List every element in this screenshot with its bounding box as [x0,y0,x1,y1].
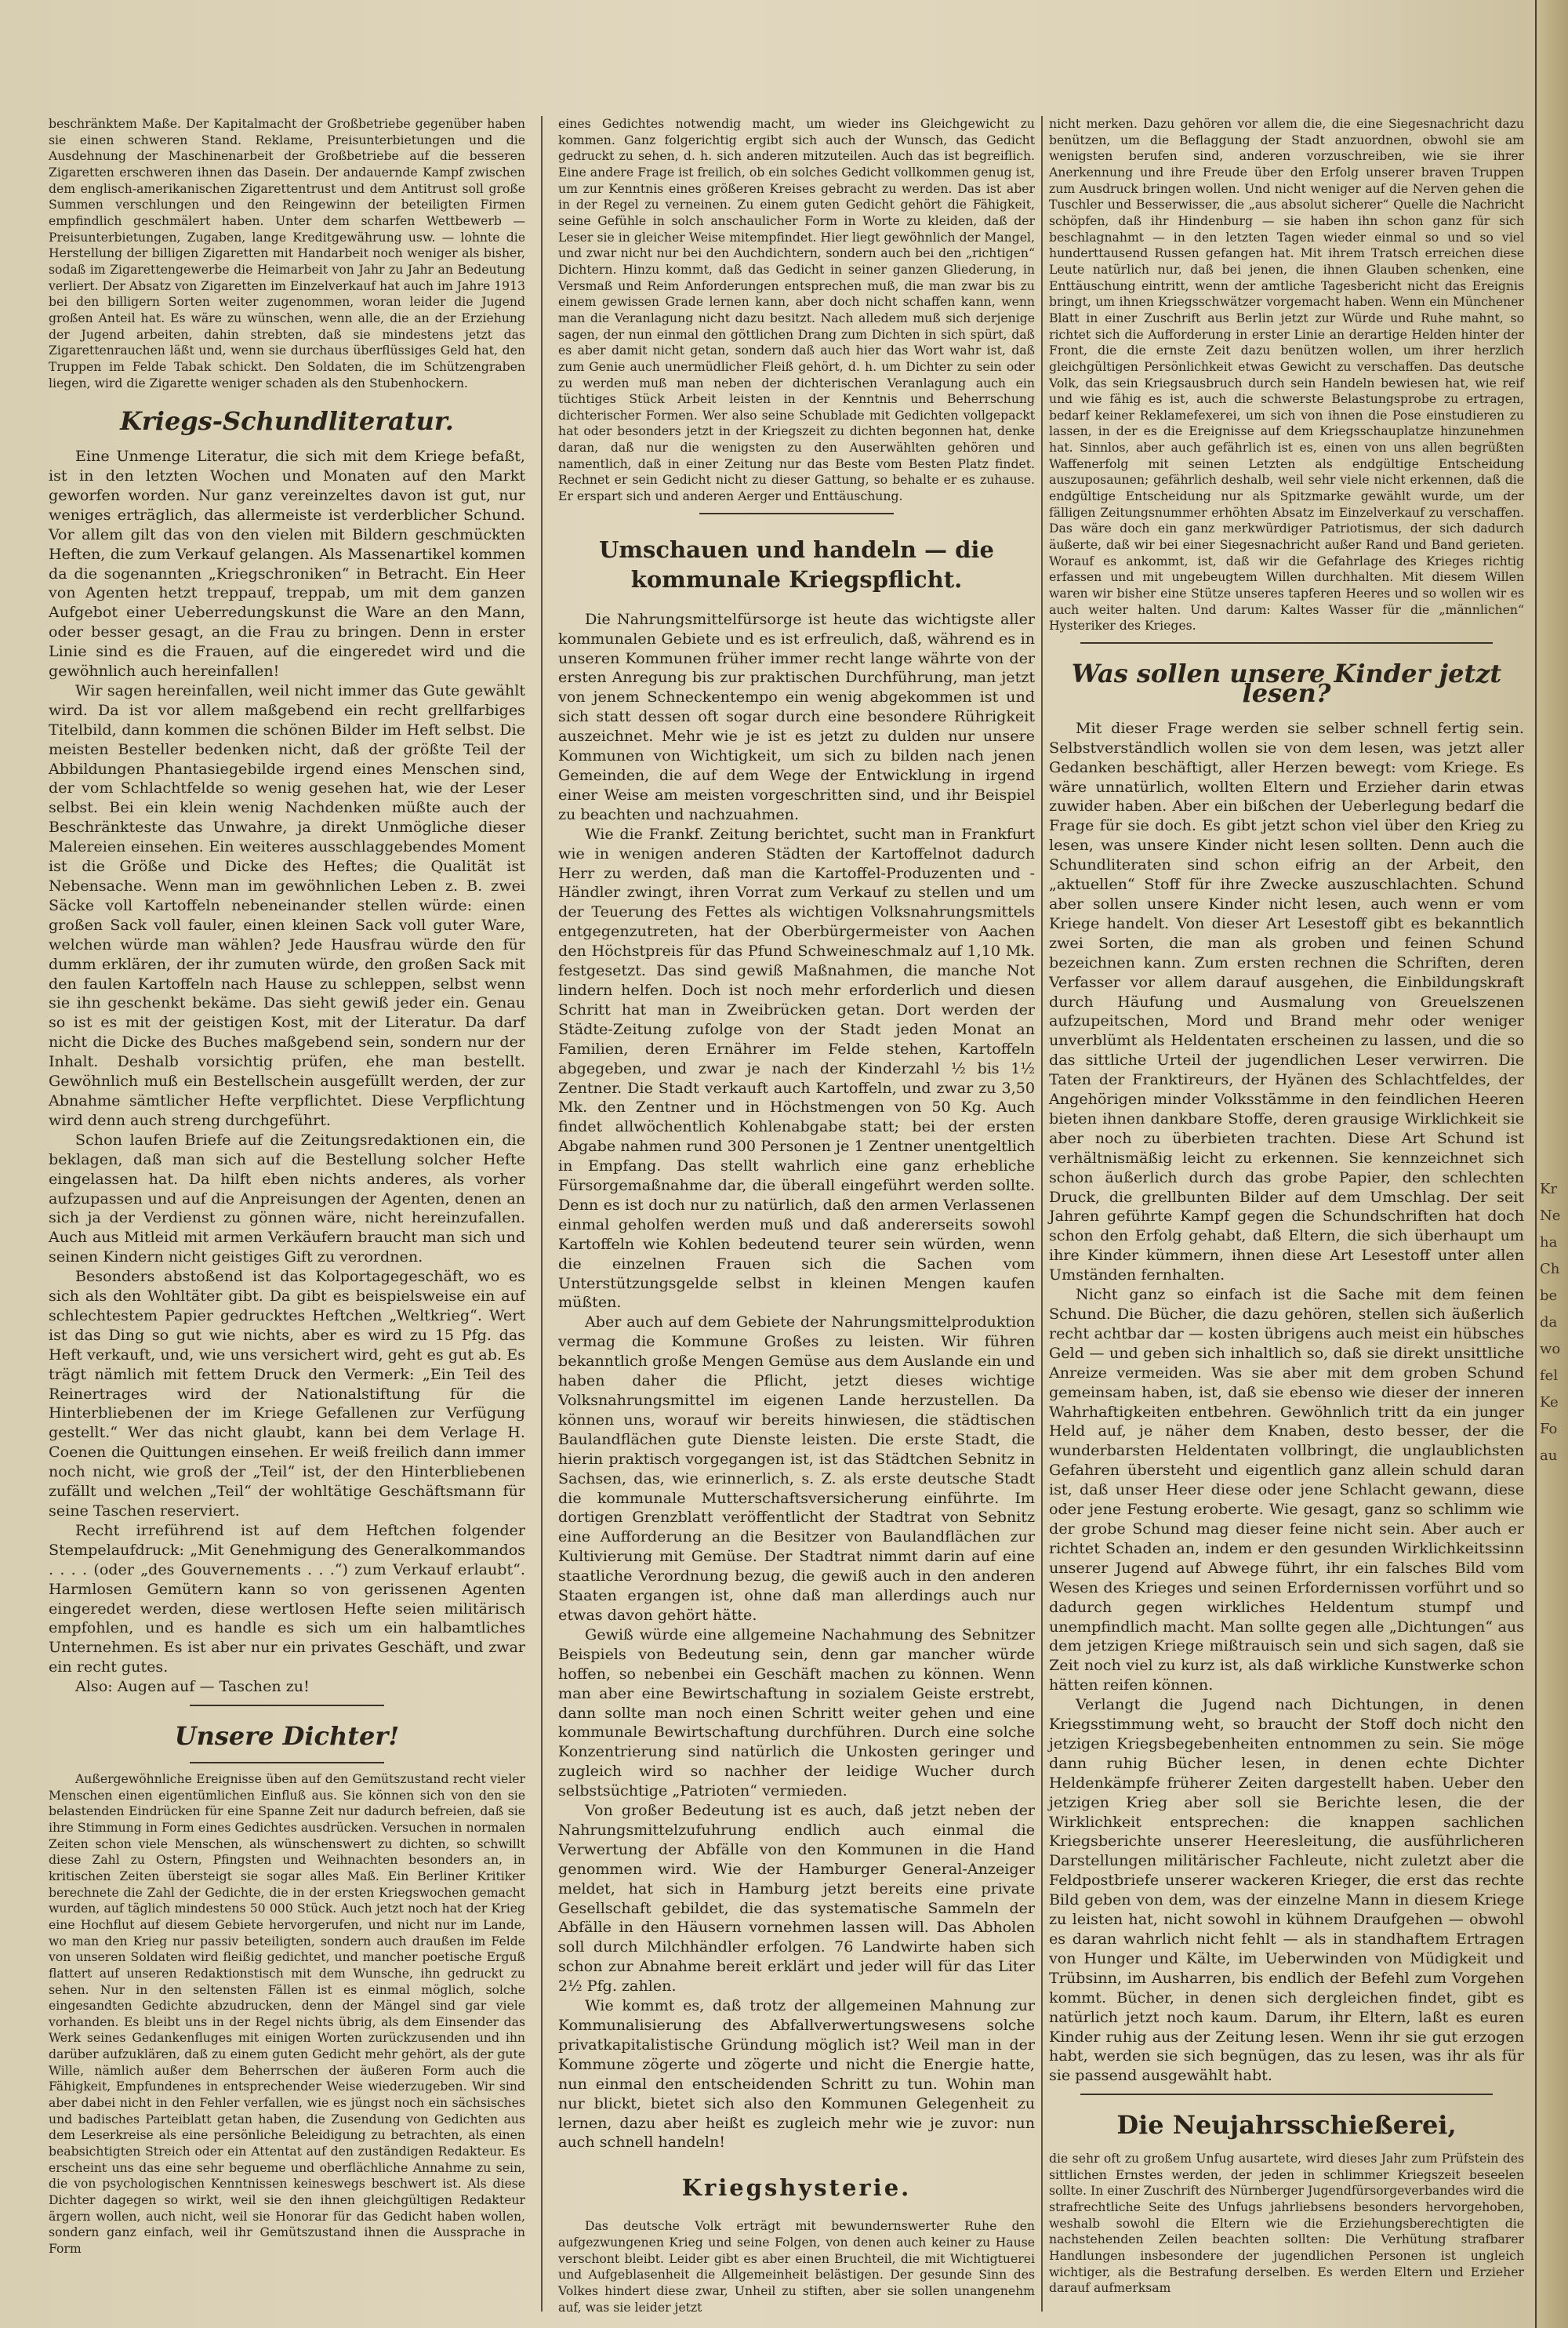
paragraph: Eine Unmenge Literatur, die sich mit dem Kriege befaßt, ist in den letzten Wochen und Monaten auf den Markt geworfen worden. Nur ganz vereinzeltes davon ist gut, nur weniges erträglich, das allermeiste ist verderblicher Schund. Vor allem gilt das von den vielen mit Bildern geschmückten Heften, die zum Verkauf gelangen. Als Massenartikel kommen da die sogenannten „Kriegschroniken“ in Betracht. Ein Heer von Agenten hetzt treppauf, treppab, um mit dem ganzen Aufgebot einer Ueberredungskunst die Ware an den Mann, oder besser gesagt, an die Frau zu bringen. Denn in erster Linie sind es die Frauen, auf die eingeredet wird und die gewöhnlich auch hereinfallen! [49,447,525,681]
headline-unsere-dichter: Unsere Dichter! [174,1721,400,1752]
paragraph: Wie kommt es, daß trotz der allgemeinen Mahnung zur Kommunalisierung des Abfallverwertungswesens solche privatkapitalistische Gründung möglich ist? Weil man in der Kommune zögerte und zögerte und nicht die Energie hatte, nun einmal den entscheidenden Schritt zu tun. Wohin man nur blickt, bietet sich also den Kommunen Gelegenheit zu lernen, dazu aber heißt es zugleich mehr wie je zuvor: nun auch schnell handeln! [558,1996,1035,2152]
edge-fragment: Kr [1540,1181,1558,1197]
headline-kriegs-schundliteratur: Kriegs-Schundliteratur. [120,406,454,437]
edge-fragment: Ne [1540,1208,1561,1224]
headline-kriegshysterie: Kriegshysterie. [681,2174,912,2202]
separator-rule [1080,642,1493,644]
column-3 [1049,116,1524,2297]
edge-fragment: Fo [1540,1421,1558,1437]
paragraph: Schon laufen Briefe auf die Zeitungsredaktionen ein, die beklagen, daß man sich auf die Bestellung solcher Hefte eingelassen hat. Da hilft eben nichts anderes, als vorher aufzupassen und auf die Anpreisungen der Agenten, denen an sich ja der Verdienst zu gönnen wäre, nicht hereinzufallen. Auch aus Mitleid mit armen Verkäufern braucht man sich und seinen Kindern nicht geistiges Gift zu verordnen. [49,1130,525,1266]
edge-fragment: ha [1540,1234,1558,1251]
article-continuation-dichter: eines Gedichtes notwendig macht, um wieder ins Gleichgewicht zu kommen. Ganz folgerichtig ergibt sich auch der Wunsch, das Gedicht gedruckt zu sehen, d. h. sich anderen mitzuteilen. Auch das ist begreiflich. Eine andere Frage ist freilich, ob ein solches Gedicht vollkommen genug ist, um zur Kenntnis eines größeren Kreises gebracht zu werden. Das ist aber in der Regel zu verneinen. Zu einem guten Gedicht gehört die Fähigkeit, seine Gefühle in solch anschaulicher Form in Worte zu kleiden, daß der Leser sie in gleicher Weise mitempfindet. Hier liegt gewöhnlich der Mangel, und zwar nicht nur bei den Auchdichtern, sondern auch bei den „richtigen“ Dichtern. Hinzu kommt, daß das Gedicht in seiner ganzen Gliederung, in Versmaß und Reim Anforderungen entsprechen muß, die man zwar bis zu einem gewissen Grade lernen kann, aber doch nicht schaffen kann, wenn man die Veranlagung nicht dazu besitzt. Nach alledem muß sich derjenige sagen, der nun einmal den göttlichen Drang zum Dichten in sich spürt, daß es aber damit nicht getan, sondern daß auch hier das Wort wahr ist, daß zum Genie auch unermüdlicher Fleiß gehört, d. h. um Dichter zu sein oder zu werden muß man neben der dichterischen Veranlagung auch ein tüchtiges Stück Arbeit leisten in der Kenntnis und Beherrschung dichterischer Formen. Wer also seine Schublade mit Gedichten vollgepackt hat oder besonders jetzt in der Kriegszeit zu dichten begonnen hat, denke daran, daß nur die wenigsten zu den Auserwählten gehören und namentlich, daß in einer Zeitung nur das Beste vom Besten Platz findet. Rechnet er sein Gedicht nicht zu dieser Gattung, so behalte er es zuhause. Er erspart sich und anderen Aerger und Enttäuschung. [558,116,1035,504]
headline-kinder-lesen: Was sollen unsere Kinder jetzt lesen? [1071,659,1502,708]
edge-fragment: be [1540,1287,1558,1304]
paragraph: Außergewöhnliche Ereignisse üben auf den Gemütszustand recht vieler Menschen einen eigentümlichen Einfluß aus. Sie können sich von den sie belastenden Eindrücken für eine Spanne Zeit nur dadurch befreien, daß sie ihre Stimmung in Form eines Gedichtes ausdrücken. Versuchen in normalen Zeiten schon viele Menschen, als wünschenswert zu dichten, so schwillt diese Zahl zu Ostern, Pfingsten und Weihnachten besonders an, in kritischen Zeiten übersteigt sie sogar alles Maß. Ein Berliner Kritiker berechnete die Zahl der Gedichte, die in der ersten Kriegswochen gemacht wurden, auf täglich mindestens 50 000 Stück. Auch jetzt noch hat der Krieg eine Hochflut auf diesem Gebiete hervorgerufen, und nicht nur im Lande, wo man den Krieg nur passiv beteiligten, sondern auch draußen im Felde von unseren Soldaten wird fleißig gedichtet, und mancher poetische Erguß flattert auf unseren Redaktionstisch mit dem Wunsche, ihn gedruckt zu sehen. Nur in den seltensten Fällen ist es einmal möglich, solche eingesandten Gedichte abzudrucken, denn der Mängel sind gar viele vorhanden. Es bleibt uns in der Regel nichts übrig, als dem Einsender das Werk seines Gedankenfluges mit einigen Worten zurückzusenden und ihn darüber aufzuklären, daß zu einem guten Gedicht mehr gehört, als der gute Wille, nämlich außer dem Beherrschen der äußeren Form auch die Fähigkeit, Empfundenes in entsprechender Weise wiederzugeben. Wir sind aber dabei nicht in den Fehler verfallen, wie es jüngst noch ein sächsisches und badisches Parteiblatt getan haben, die Zusendung von Gedichten aus dem Leserkreise als eine persönliche Beleidigung zu betrachten, als einen beabsichtigten Streich oder ein Attentat auf den zuständigen Redakteur. Es erscheint uns das eine sehr begueme und oberflächliche Annahme zu sein, die von psychologischen Kenntnissen keineswegs beschwert ist. Als diese Dichter dagegen so wirkt, weil sie den ihnen gleichgültigen Redakteur ärgern wollen, auch nicht, weil sie Honorar für das Gedicht haben wollen, sondern ganz einfach, weil ihr Gemütszustand ihnen die Aussprache in Form [49,1771,525,2256]
closing-line: Also: Augen auf — Taschen zu! [75,1677,310,1696]
edge-fragment: au [1540,1447,1558,1464]
edge-fragment: wo [1540,1341,1561,1357]
column-1 [49,116,525,2257]
paragraph: Gewiß würde eine allgemeine Nachahmung des Sebnitzer Beispiels von Bedeutung sein, denn gar mancher würde hoffen, so nebenbei ein Geschäft machen zu können. Wenn man aber eine Bewirtschaftung in sozialem Geiste erstrebt, dann sollte man noch einen Schritt weiter gehen und eine kommunale Bewirtschaftung durchführen. Durch eine solche Konzentrierung sind natürlich die Unkosten geringer und zugleich wird so nachher der leidige Wucher durch selbstsüchtige „Patrioten“ vermieden. [558,1625,1035,1800]
adjacent-page-edge [1535,0,1568,2328]
paragraph: Das deutsche Volk erträgt mit bewundernswerter Ruhe den aufgezwungenen Krieg und seine Folgen, von denen auch keiner zu Hause verschont bleibt. Leider gibt es aber einen Bruchteil, die mit Wichtigtuerei und Aufgeblasenheit die Allgemeinheit belästigen. Der gesunde Sinn des Volkes hindert diese zwar, Unheil zu stiften, aber sie sollen unangenehm auf, was sie leider jetzt [558,2218,1035,2315]
paragraph: Verlangt die Jugend nach Dichtungen, in denen Kriegsstimmung weht, so braucht der Stoff doch nicht den jetzigen Kriegsbegebenheiten entnommen zu sein. Sie möge dann ruhig Bücher lesen, in denen echte Dichter Heldenkämpfe früherer Zeiten dargestellt haben. Ueber den jetzigen Krieg aber soll sie Berichte lesen, die der Wirklichkeit entsprechen: die knappen sachlichen Kriegsberichte unserer Heeresleitung, die ausführlicheren Darstellungen militärischer Fachleute, nicht zuletzt aber die Feldpostbriefe unserer wackeren Krieger, die erst das rechte Bild geben von dem, was der einzelne Mann in diesem Kriege zu leisten hat, nicht sowohl in kühnem Draufgehen — obwohl es daran wahrlich nicht fehlt — als in standhaftem Ertragen von Hunger und Kälte, im Ueberwinden von Müdigkeit und Trübsinn, im Ausharren, bis endlich der Befehl zum Vorgehen kommt. Bücher, in denen sich dergleichen findet, gibt es natürlich jetzt noch kaum. Darum, ihr Eltern, laßt es euren Kinder ruhig aus der Zeitung lesen. Wenn ihr sie gut erzogen habt, werden sie sich begnügen, das zu lesen, was ihr als für sie passend ausgewählt habt. [1049,1695,1524,2085]
column-divider-1 [541,116,543,2312]
separator-rule [190,1705,384,1706]
paragraph: Besonders abstoßend ist das Kolportagegeschäft, wo es sich als den Wohltäter gibt. Da gibt es beispielsweise ein auf schlechtestem Papier gedrucktes Heftchen „Weltkrieg“. Wert ist das Ding so gut wie nichts, aber es wird zu 15 Pfg. das Heft verkauft, und, wie uns versichert wird, geht es gut ab. Es trägt nämlich mit fettem Druck den Vermerk: „Ein Teil des Reinertrages wird der Nationalstiftung für die Hinterbliebenen der im Kriege Gefallenen zur Verfügung gestellt.“ Wer das nicht glaubt, kann bei dem Verlage H. Coenen die Quittungen einsehen. Er weiß freilich dann immer noch nicht, wie groß der „Teil“ ist, der den Hinterbliebenen zufällt und welchen „Teil“ der wohltätige Geschäftsmann für seine Taschen reserviert. [49,1267,525,1520]
paragraph: Die Nahrungsmittelfürsorge ist heute das wichtigste aller kommunalen Gebiete und es ist erfreulich, daß, während es in unseren Kommunen früher immer recht lange währte von der ersten Anregung bis zur praktischen Durchführung, man jetzt von jenem Schneckentempo ein wenig abgekommen ist und sich statt dessen oft sogar durch eine besondere Rührigkeit auszeichnet. Mehr wie je ist es jetzt zu dulden nur unsere Kommunen von Wichtigkeit, um sich zu bilden nach jenen Gemeinden, die auf dem Wege der Entwicklung in irgend einer Weise am meisten vorgeschritten sind, und ihr Beispiel zu beachten und nachzuahmen. [558,609,1035,823]
paragraph: Nicht ganz so einfach ist die Sache mit dem feinen Schund. Die Bücher, die dazu gehören, stellen sich äußerlich recht achtbar dar — kosten übrigens auch meist ein hübsches Geld — und geben sich inhaltlich so, daß sie direkt unsittliche Anreize vermeiden. Was sie aber mit dem groben Schund gemeinsam haben, ist, daß sie ebenso wie dieser der inneren Wahrhaftigkeiten entbehren. Gewöhnlich tritt da ein junger Held auf, je näher dem Knaben, desto besser, der die wunderbarsten Heldentaten vollbringt, die unglaublichsten Gefahren übersteht und eigentlich ganz allein schuld daran ist, daß unser Heer diese oder jene Schlacht gewann, diese oder jene Festung eroberte. Wie gesagt, ganz so schlimm wie der grobe Schund mag dieser feine nicht sein. Aber auch er richtet Schaden an, indem er den gesunden Wirklichkeitssinn unserer Jugend auf Abwege führt, ihr ein falsches Bild vom Wesen des Krieges und seinen Erfordernissen vorführt und so dadurch gegen wirkliches Heldentum stumpf und unempfindlich macht. Man sollte gegen alle „Dichtungen“ aus dem jetzigen Kriege mißtrauisch sein und sich sagen, daß sie Zeit noch viel zu kurz ist, als daß wirkliche Kunstwerke schon hätten reifen können. [1049,1285,1524,1694]
paragraph: Von großer Bedeutung ist es auch, daß jetzt neben der Nahrungsmittelzufuhrung endlich auch einmal die Verwertung der Abfälle von den Kommunen in die Hand genommen wird. Wie der Hamburger General-Anzeiger meldet, hat sich in Hamburg jetzt bereits eine private Gesellschaft gebildet, die das systematische Sammeln der Abfälle in den Häusern vornehmen lassen will. Das Abholen soll durch Milchhändler erfolgen. 76 Landwirte haben sich schon zur Abnahme bereit erklärt und jeder will für das Liter 2½ Pfg. zahlen. [558,1801,1035,1996]
article-tail-cigarettes: beschränktem Maße. Der Kapitalmacht der Großbetriebe gegenüber haben sie einen schweren Stand. Reklame, Preisunterbietungen und die Ausdehnung der Maschinenarbeit der Großbetriebe auf die besseren Zigaretten erschweren ihnen das Dasein. Der andauernde Kampf zwischen dem englisch-amerikanischen Zigarettentrust und dem Antitrust soll große Summen verschlungen und den Reingewinn der beteiligten Firmen empfindlich geschmälert haben. Unter dem scharfen Wettbewerb — Preisunterbietungen, Zugaben, lange Kreditgewährung usw. — lohnte die Herstellung der billigen Zigaretten mit Handarbeit noch weniger als bisher, sodaß im Zigarettengewerbe die Heimarbeit von Jahr zu Jahr an Bedeutung verliert. Der Absatz von Zigaretten im Einzelverkauf hat auch im Jahre 1913 bei den billigern Sorten weiter zugenommen, woran leider die Jugend großen Anteil hat. Es wäre zu wünschen, wenn alle, die an der Erziehung der Jugend arbeiten, dahin strebten, daß sie mindestens jetzt das Zigarettenrauchen läßt und, wenn sie durchaus überflüssiges Geld hat, den Truppen im Felde Tabak schickt. Den Soldaten, die im Schützengraben liegen, wird die Zigarette weniger schaden als den Stubenhockern. [49,116,525,390]
edge-fragment: Ch [1540,1261,1560,1277]
paragraph: Wir sagen hereinfallen, weil nicht immer das Gute gewählt wird. Da ist vor allem maßgebend ein recht grellfarbiges Titelbild, dann kommen die schönen Bilder im Heft selbst. Die meisten Besteller bedenken nicht, daß der größte Teil der Abbildungen Phantasiegebilde irgend eines Menschen sind, der vom Schlachtfelde so wenig gesehen hat, wie der Leser selbst. Bei ein klein wenig Nachdenken müßte auch der Beschränkteste das Unwahre, ja direkt Unmögliche dieser Malereien einsehen. Ein weiteres ausschlaggebendes Moment ist die Größe und Dicke des Heftes; die Qualität ist Nebensache. Wenn man im gewöhnlichen Leben z. B. zwei Säcke voll Kartoffeln nebeneinander stellen würde: einen großen Sack voll fauler, einen kleinen Sack voll guter Ware, welchen würde man wählen? Jede Hausfrau würde den für dumm erklären, der ihr zumuten würde, den großen Sack mit den faulen Kartoffeln nach Hause zu schleppen, selbst wenn sie ihn geschenkt bekäme. Das sieht gewiß jeder ein. Genau so ist es mit der geistigen Kost, mit der Literatur. Da darf nicht die Dicke des Buches maßgebend sein, sondern nur der Inhalt. Deshalb vorsichtig prüfen, ehe man bestellt. Gewöhnlich muß ein Bestellschein ausgefüllt werden, der zur Abnahme sämtlicher Hefte verpflichtet. Diese Verpflichtung wird denn auch streng durchgeführt. [49,681,525,1129]
separator-rule [190,1762,384,1763]
headline-neujahrsschiesserei: Die Neujahrsschießerei, [1116,2110,1457,2141]
edge-fragment: da [1540,1314,1558,1331]
separator-rule [699,513,894,514]
column-2 [558,116,1035,2315]
paragraph: Recht irreführend ist auf dem Heftchen folgender Stempelaufdruck: „Mit Genehmigung des Generalkommandos . . . . (oder „des Gouvernements . . .“) zum Verkauf erlaubt“. Harmlosen Gemütern kann so von gerissenen Agenten eingeredet werden, diese wertlosen Hefte seien militärisch empfohlen, und es handle es sich um ein halbamtliches Unternehmen. Es ist aber nur ein privates Geschäft, und zwar ein recht gutes. [49,1520,525,1676]
adjacent-page-fragments [1540,1176,1566,1469]
separator-rule [1080,2094,1493,2095]
paragraph: Mit dieser Frage werden sie selber schnell fertig sein. Selbstverständlich wollen sie von dem lesen, was jetzt aller Gedanken beschäftigt, aller Herzen bewegt: vom Kriege. Es wäre unnatürlich, wollten Eltern und Erzieher darin etwas zuwider haben. Aber ein bißchen der Ueberlegung bedarf die Frage für sie doch. Es gibt jetzt schon viel über den Krieg zu lesen, was unsere Kinder nicht lesen sollten. Denn auch die Schundliteraten sind schon eifrig an der Arbeit, den „aktuellen“ Stoff für ihre Zwecke auszuschlachten. Schund aber sollen unsere Kinder nicht lesen, auch wenn er vom Kriege handelt. Von dieser Art Lesestoff gibt es bekanntlich zwei Sorten, die man als groben und feinen Schund bezeichnen kann. Zum ersten rechnen die Schriften, deren Verfasser vor allem darauf ausgehen, die Einbildungskraft durch Häufung und Ausmalung von Greuelszenen aufzupeitschen, Mord und Brand mehr oder weniger unverblümt als Heldentaten erscheinen zu lassen, und die so das sittliche Urteil der jugendlichen Leser verwirren. Die Taten der Franktireurs, der Hyänen des Schlachtfeldes, der Angehörigen minder Volksstämme in den feindlichen Heeren bieten ihnen dankbare Stoffe, deren grausige Wirklichkeit sie aber noch zu überbieten trachten. Diese Art Schund ist verhältnismäßig leicht zu erkennen. Sie kennzeichnet sich schon äußerlich durch das grobe Papier, den schlechten Druck, die grellbunten Bilder auf dem Umschlag. Der seit Jahren geführte Kampf gegen die Schundschriften hat doch schon den Erfolg gehabt, daß Eltern, die sich überhaupt um ihre Kinder kümmern, ihnen diese Art Lesestoff unter allen Umständen fernhalten. [1049,718,1524,1284]
column-divider-2 [1041,116,1043,2312]
paragraph: die sehr oft zu großem Unfug ausartete, wird dieses Jahr zum Prüfstein des sittlichen Ernstes werden, der jeden in schlimmer Kriegszeit beseelen sollte. In einer Zuschrift des Nürnberger Jugendfürsorgeverbandes wird die strafrechtliche Seite des Unfugs jahrliebsens besonders hervorgehoben, weshalb sowohl die Eltern wie die Erziehungsberechtigten die nachstehenden Zeilen beachten sollten: Die Verhütung strafbarer Handlungen insbesondere der jugendlichen Personen ist ungleich wichtiger, als die Bestrafung derselben. Es werden Eltern und Erzieher darauf aufmerksam [1049,2151,1524,2296]
paragraph: Wie die Frankf. Zeitung berichtet, sucht man in Frankfurt wie in wenigen anderen Städten der Kartoffelnot dadurch Herr zu werden, daß man die Kartoffel-Produzenten und -Händler zwingt, ihren Vorrat zum Verkauf zu stellen und um der Teuerung des Fettes als wichtigen Volksnahrungsmittels entgegenzutreten, hat der Oberbürgermeister von Aachen den Höchstpreis für das Pfund Schweineschmalz auf 1,10 Mk. festgesetzt. Das sind gewiß Maßnahmen, die manche Not lindern helfen. Doch ist noch mehr erforderlich und diesen Schritt hat man in Zweibrücken getan. Dort werden der Städte-Zeitung zufolge von der Stadt jeden Monat an Familien, deren Ernährer im Felde stehen, Kartoffeln abgegeben, und zwar je nach der Kinderzahl ½ bis 1½ Zentner. Die Stadt verkauft auch Kartoffeln, und zwar zu 3,50 Mk. den Zentner und in Höchstmengen von 50 Kg. Auch findet allwöchentlich Kohlenabgabe statt; bei der ersten Abgabe nahmen rund 300 Personen je 1 Zentner unentgeltlich in Empfang. Das stellt wahrlich eine ganz erhebliche Fürsorgemaßnahme dar, die überall eingeführt werden sollte. Denn es ist doch nur zu natürlich, daß den armen Verlassenen einmal geholfen werden muß und daß andererseits sowohl Kartoffeln wie Kohlen bedeutend teurer sein würden, wenn die einzelnen Frauen sich die Sachen vom Unterstützungsgelde selbst in kleinen Mengen kaufen müßten. [558,824,1035,1312]
edge-fragment: Ke [1540,1394,1559,1411]
headline-kommunale-kriegspflicht: Umschauen und handeln — die kommunale Kriegspflicht. [599,536,994,593]
paragraph: Aber auch auf dem Gebiete der Nahrungsmittelproduktion vermag die Kommune Großes zu leisten. Wir führen bekanntlich große Mengen Gemüse aus dem Auslande ein und haben daher die Pflicht, jetzt dieses wichtige Volksnahrungsmittel im eigenen Lande herzustellen. Da können uns, worauf wir bereits hinwiesen, die städtischen Baulandflächen gute Dienste leisten. Die erste Stadt, die hierin praktisch vorgegangen ist, ist das Städtchen Sebnitz in Sachsen, das, wie erinnerlich, s. Z. als erste deutsche Stadt die kommunale Mutterschaftsversicherung einführte. Im dortigen Grenzblatt veröffentlicht der Stadtrat von Sebnitz eine Aufforderung an die Besitzer von Baulandflächen zur Kultivierung mit Gemüse. Der Stadtrat nimmt darin auf eine staatliche Verordnung bezug, die gewiß auch in den anderen Staaten ergangen ist, ohne daß man allerdings auch nur etwas davon gehört hätte. [558,1313,1035,1624]
article-continuation-hysterie: nicht merken. Dazu gehören vor allem die, die eine Siegesnachricht dazu benützen, um die Beflaggung der Stadt anzuordnen, obwohl sie am wenigsten berufen sind, anderen vorzuschreiben, wie sie ihrer Anerkennung und ihre Freude über den Erfolg unserer braven Truppen zum Ausdruck bringen wollen. Und nicht weniger auf die Nerven gehen die Tuschler und Besserwisser, die „aus absolut sicherer“ Quelle die Nachricht schöpfen, daß ihr Hindenburg — sie haben ihn schon ganz für sich beschlagnahmt — in den letzten Tagen wieder einmal so und so viel hunderttausend Russen gefangen hat. Mit ihrem Tratsch erreichen diese Leute natürlich nur, daß bei jenen, die ihnen Glauben schenken, eine Enttäuschung eintritt, wenn der amtliche Tagesbericht nicht das Ereignis bringt, um ihnen Kriegsschwätzer vorgemacht haben. Wenn ein Münchener Blatt in einer Zuschrift aus Berlin jetzt zur Würde und Ruhe mahnt, so richtet sich die Aufforderung in erster Linie an derartige Helden hinter der Front, die die ernste Zeit dazu benützen wollen, um ihrer herzlich gleichgültigen Persönlichkeit etwas Gewicht zu verschaffen. Das deutsche Volk, das sein Kriegsausbruch durch sein Handeln bewiesen hat, wie reif und wie fähig es ist, auch die schwerste Belastungsprobe zu ertragen, bedarf keiner Reklamefexerei, um sich von ihnen die Pose einstudieren zu lassen, in der es die Ereignisse auf dem Kriegsschauplatze hinzunehmen hat. Sinnlos, aber auch gefährlich ist es, einen von uns allen begrüßten Waffenerfolg mit seinen Letzten als endgültige Entscheidung auszuposaunen; gefährlich deshalb, weil sehr viele nicht erkennen, daß die endgültige Entscheidung nur als Spitzmarke gewählt wurde, um der fälligen Zeitungsnummer erhöhten Absatz im Einzelverkauf zu verschaffen. Das wäre doch ein ganz merkwürdiger Patriotismus, der sich dadurch äußerte, daß wir bei einer Siegesnachricht außer Rand und Band gerieten. Worauf es ankommt, ist, daß wir die Gefahrlage des Krieges richtig erfassen und mit ungebeugtem Willen durchhalten. Mit diesem Willen waren wir bisher eine Stütze unseres tapferen Heeres und so wollen wir es auch weiter halten. Und darum: Kaltes Wasser für die „männlichen“ Hysteriker des Krieges. [1049,116,1524,634]
edge-fragment: fel [1540,1367,1559,1384]
